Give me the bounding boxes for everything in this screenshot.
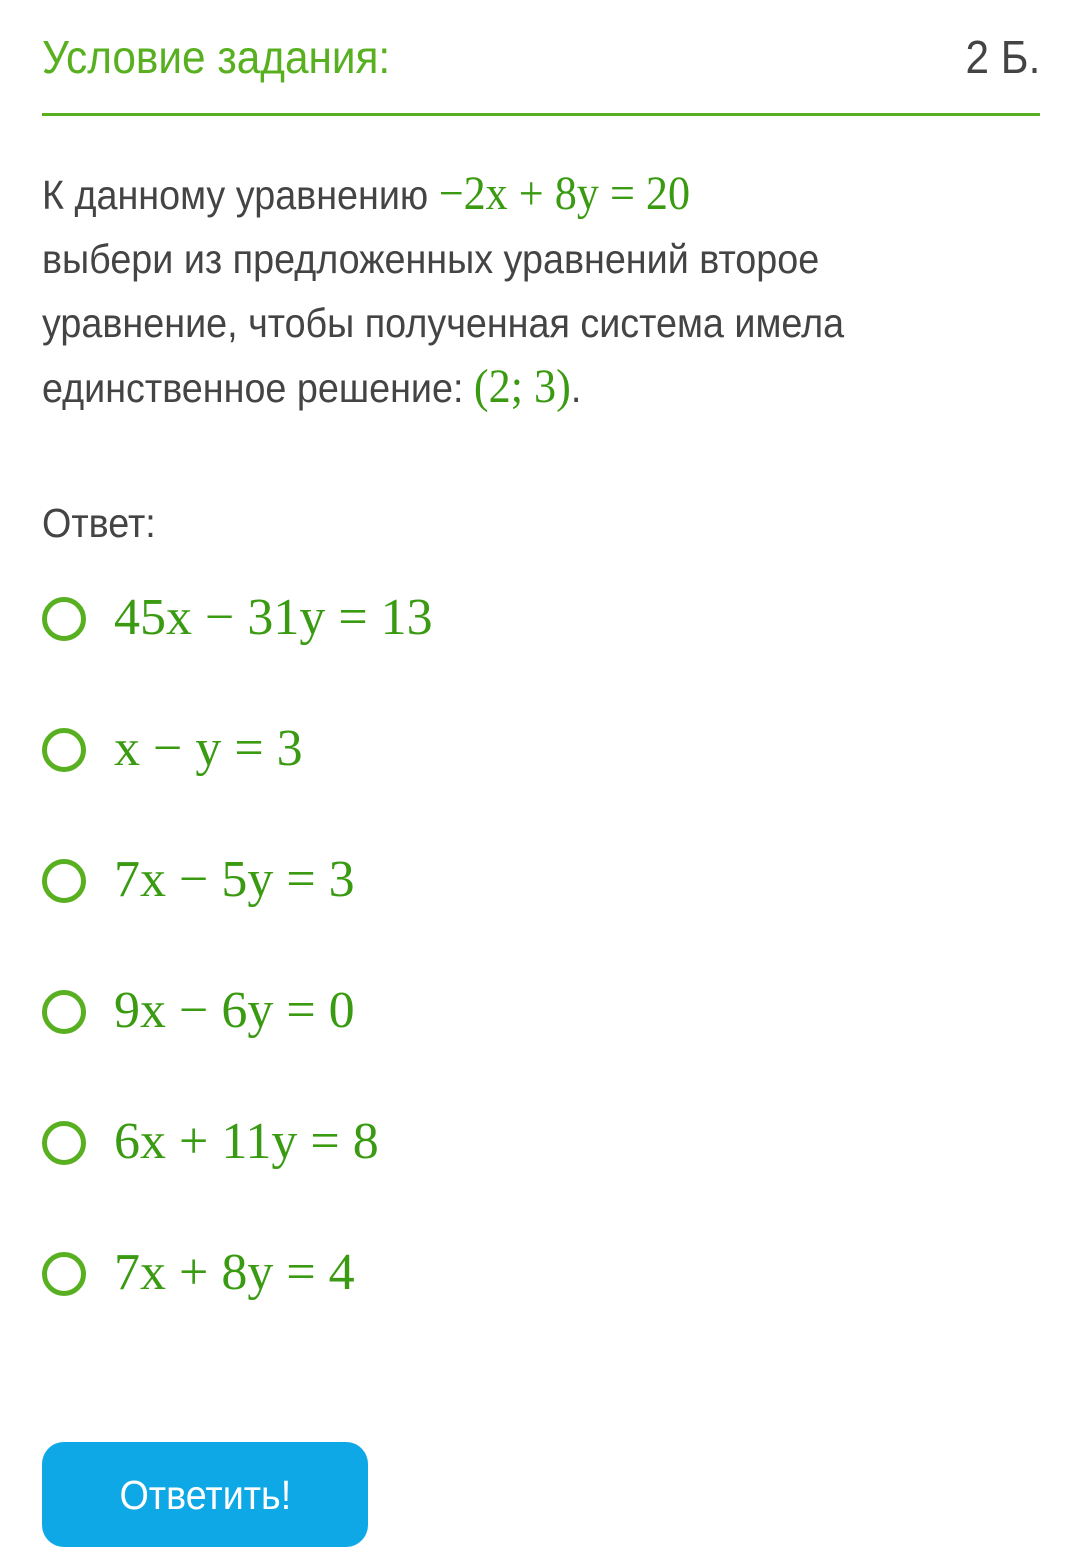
radio-button-icon[interactable] — [42, 859, 86, 903]
option-2[interactable] — [42, 715, 742, 846]
option-label[interactable]: x − y = 3 — [114, 720, 303, 777]
option-6[interactable] — [42, 1239, 742, 1370]
option-label[interactable]: 9x − 6y = 0 — [114, 982, 355, 1039]
task-header — [42, 28, 1040, 116]
option-5[interactable] — [42, 1108, 742, 1239]
solution-pair: (2; 3) — [473, 360, 571, 413]
radio-button-icon[interactable] — [42, 1252, 86, 1296]
submit-answer-button[interactable] — [42, 1442, 368, 1547]
option-label[interactable]: 7x + 8y = 4 — [114, 1244, 355, 1301]
radio-button-icon[interactable] — [42, 597, 86, 641]
task-points: 2 Б. — [965, 31, 1040, 83]
task-title: Условие задания: — [42, 31, 391, 83]
radio-button-icon[interactable] — [42, 990, 86, 1034]
radio-button-icon[interactable] — [42, 728, 86, 772]
option-3[interactable] — [42, 846, 742, 977]
task-end-period: . — [570, 365, 582, 411]
task-line-1 — [42, 162, 870, 227]
given-equation: −2x + 8y = 20 — [438, 167, 691, 220]
option-1[interactable] — [42, 584, 742, 715]
task-line-2: выбери из предложенных уравнений второе — [42, 236, 820, 282]
radio-button-icon[interactable] — [42, 1121, 86, 1165]
submit-answer-label: Ответить! — [119, 1472, 291, 1518]
task-solution-prefix: единственное решение: — [42, 365, 474, 411]
option-4[interactable] — [42, 977, 742, 1108]
task-intro-text: К данному уравнению — [42, 172, 439, 218]
task-line-3: уравнение, чтобы полученная система имела — [42, 300, 845, 346]
answer-label: Ответ: — [42, 500, 156, 546]
task-line-4 — [42, 355, 870, 420]
answer-options — [42, 584, 742, 1370]
option-label[interactable]: 45x − 31y = 13 — [114, 589, 433, 646]
option-label[interactable]: 6x + 11y = 8 — [114, 1113, 379, 1170]
task-statement — [42, 162, 942, 420]
option-label[interactable]: 7x − 5y = 3 — [114, 851, 355, 908]
